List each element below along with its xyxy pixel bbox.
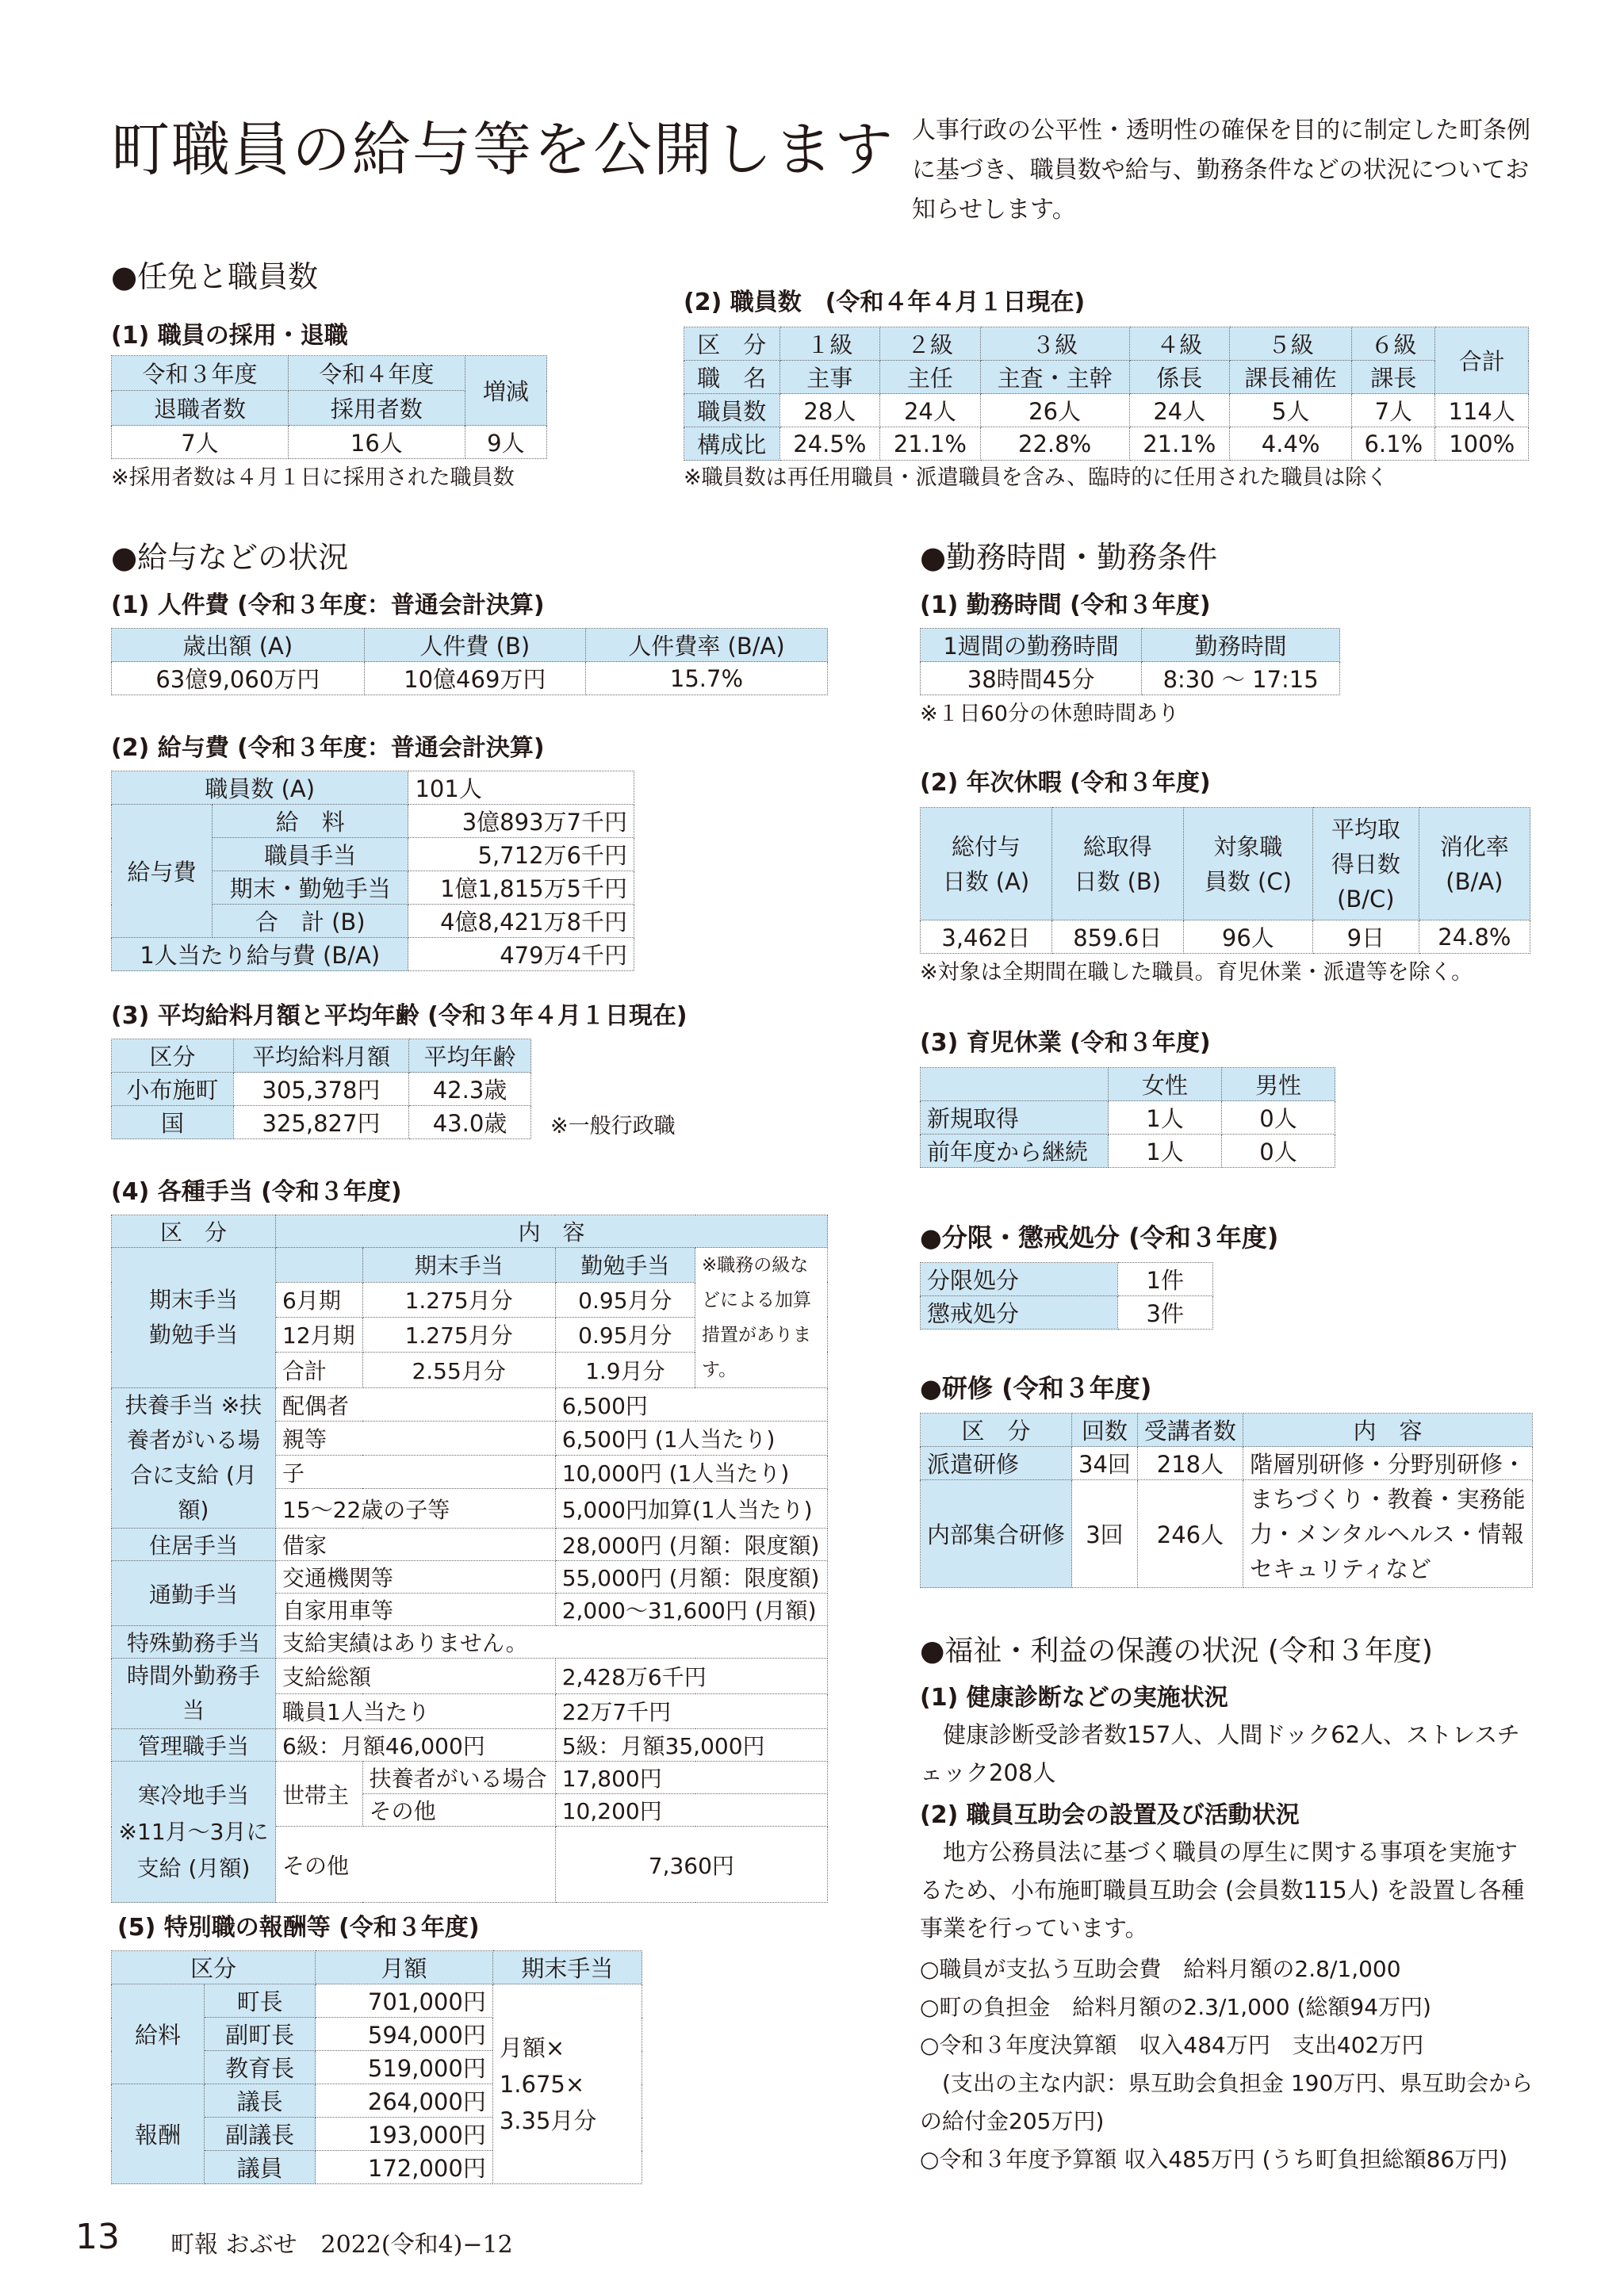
list-item: (支出の主な内訳：県互助会負担金 190万円、県互助会からの給付金205万円) bbox=[920, 2070, 1534, 2134]
heikin-h: 区分 bbox=[112, 1039, 234, 1073]
kenshu-table bbox=[920, 1413, 1533, 1588]
kyuka-v: 24.8% bbox=[1419, 920, 1530, 954]
list-item: ○町の負担金 給料月額の2.3/1,000 (総額94万円) bbox=[920, 1994, 1431, 2020]
tokubetsu-role: 議員 bbox=[205, 2151, 316, 2184]
heikin-cell: 42.3歳 bbox=[409, 1073, 531, 1106]
ratio-cell: 21.1% bbox=[880, 427, 981, 461]
title-cell: 課長補佐 bbox=[1230, 361, 1352, 394]
tokubetsu-kimatsu: 月額× 1.675× 3.35月分 bbox=[492, 1984, 642, 2184]
jikan-v: 38時間45分 bbox=[921, 662, 1142, 695]
kenshu-content: 階層別研修・分野別研修・ bbox=[1243, 1447, 1532, 1480]
kenshu-type: 派遣研修 bbox=[921, 1447, 1072, 1480]
kimatsu-period: 6月期 bbox=[276, 1282, 363, 1317]
kimatsu-note: ※職務の級などによる加算措置があります。 bbox=[695, 1248, 828, 1388]
bungen-val: 1件 bbox=[1117, 1263, 1212, 1296]
tokushu-label: 特殊勤務手当 bbox=[112, 1626, 276, 1659]
kimatsu-h: 期末手当 bbox=[362, 1248, 555, 1283]
saiyo-v2: 16人 bbox=[288, 426, 465, 459]
kenshu-type: 内部集合研修 bbox=[921, 1480, 1072, 1588]
grade-cell: ２級 bbox=[880, 327, 981, 361]
fukushi-items bbox=[920, 1950, 1538, 2179]
jikan-val: 2,428万6千円 bbox=[555, 1659, 827, 1694]
ratio-cell: 4.4% bbox=[1230, 427, 1352, 461]
fuyo-val: 6,500円 (1人当たり) bbox=[555, 1422, 827, 1455]
list-item: ○令和３年度決算額 収入484万円 支出402万円 bbox=[920, 2032, 1424, 2058]
kyuka-subheading: (2) 年次休暇 (令和３年度) bbox=[920, 769, 1211, 797]
ratio-label: 構成比 bbox=[684, 427, 780, 461]
fukushi-sub1: (1) 健康診断などの実施状況 bbox=[920, 1684, 1228, 1712]
kyuka-v: 96人 bbox=[1183, 920, 1312, 954]
bungen-label: 懲戒処分 bbox=[921, 1296, 1118, 1330]
ikuji-h: 女性 bbox=[1109, 1068, 1222, 1101]
jikan-v: 8:30 ～ 17:15 bbox=[1142, 662, 1340, 695]
fuyo-item: 親等 bbox=[276, 1422, 556, 1455]
kyuryo-label: 給料 bbox=[112, 1984, 205, 2084]
kyuyohi-row-val: 4億8,421万8千円 bbox=[408, 905, 634, 938]
heikin-cell: 43.0歳 bbox=[409, 1106, 531, 1139]
kyuyohi-row-label: 給 料 bbox=[213, 805, 408, 838]
jikan-label: 時間外勤務手当 bbox=[112, 1659, 276, 1729]
kanrei-label: 寒冷地手当 ※11月～3月に支給 (月額) bbox=[112, 1762, 276, 1903]
saiyo-h2: 令和４年度 bbox=[288, 356, 465, 391]
tokubetsu-subheading: (5) 特別職の報酬等 (令和３年度) bbox=[117, 1914, 480, 1942]
kyuyohi-subheading: (2) 給与費 (令和３年度：普通会計決算) bbox=[111, 734, 545, 762]
tokubetsu-amount: 264,000円 bbox=[316, 2084, 493, 2118]
kenshu-cell: 218人 bbox=[1137, 1447, 1243, 1480]
jikan-note: ※１日60分の休憩時間あり bbox=[920, 702, 1179, 726]
tokubetsu-role: 副議長 bbox=[205, 2118, 316, 2151]
sonota-val: 7,360円 bbox=[555, 1827, 827, 1903]
tsukin-item: 自家用車等 bbox=[276, 1594, 556, 1626]
saiyo-h2b: 採用者数 bbox=[288, 391, 465, 426]
shokuin-note: ※職員数は再任用職員・派遣職員を含み、臨時的に任用された職員は除く bbox=[684, 465, 1388, 490]
jinken-h: 人件費率 (B/A) bbox=[585, 629, 827, 662]
saiyo-h1: 令和３年度 bbox=[112, 356, 289, 391]
fuyo-item: 配偶者 bbox=[276, 1388, 556, 1422]
kenshu-h: 内 容 bbox=[1243, 1414, 1532, 1447]
kanrei-item: その他 bbox=[362, 1794, 555, 1827]
saiyo-v3: 9人 bbox=[465, 426, 546, 459]
jinken-h: 歳出額 (A) bbox=[112, 629, 365, 662]
section-heading-bungen: ●分限・懲戒処分 (令和３年度) bbox=[920, 1223, 1279, 1253]
kenshu-cell: 3回 bbox=[1072, 1480, 1138, 1588]
kimatsu-cell: 1.275月分 bbox=[362, 1282, 555, 1317]
count-cell: 24人 bbox=[880, 394, 981, 427]
kyuka-h: 平均取 得日数 (B/C) bbox=[1313, 808, 1419, 920]
magazine-name: 町報 おぶせ 2022(令和4)−12 bbox=[170, 2231, 513, 2259]
ikuji-row-label: 前年度から継続 bbox=[921, 1135, 1109, 1168]
jikan-table bbox=[920, 628, 1340, 695]
fuyo-label: 扶養手当 ※扶養者がいる場合に支給 (月額) bbox=[112, 1388, 276, 1529]
jinken-table bbox=[111, 628, 828, 695]
tokubetsu-amount: 519,000円 bbox=[316, 2051, 493, 2084]
page-title: 町職員の給与等を公開します bbox=[111, 116, 894, 184]
list-item: ○令和３年度予算額 収入485万円 (うち町負担総額86万円) bbox=[920, 2146, 1508, 2172]
heikin-table bbox=[111, 1039, 531, 1139]
kanrei-val: 17,800円 bbox=[555, 1762, 827, 1794]
fuyo-val: 10,000円 (1人当たり) bbox=[555, 1455, 827, 1488]
heikin-note: ※一般行政職 bbox=[550, 1114, 676, 1138]
heikin-h: 平均給料月額 bbox=[233, 1039, 408, 1073]
teate-h-naiyo: 内 容 bbox=[276, 1215, 828, 1248]
count-cell: 5人 bbox=[1230, 394, 1352, 427]
ikuji-cell: 1人 bbox=[1109, 1101, 1222, 1135]
kimatsu-h: 勤勉手当 bbox=[555, 1248, 695, 1283]
count-cell: 7人 bbox=[1352, 394, 1435, 427]
ratio-cell: 21.1% bbox=[1129, 427, 1230, 461]
kimatsu-cell: 0.95月分 bbox=[555, 1282, 695, 1317]
tokubetsu-role: 副町長 bbox=[205, 2018, 316, 2051]
jinken-h: 人件費 (B) bbox=[364, 629, 585, 662]
ikuji-h: 男性 bbox=[1222, 1068, 1335, 1101]
kimatsu-period: 12月期 bbox=[276, 1317, 363, 1352]
kyuyohi-per-val: 479万4千円 bbox=[408, 938, 634, 971]
kyuyohi-table bbox=[111, 771, 634, 971]
kyuka-note: ※対象は全期間在職した職員。育児休業・派遣等を除く。 bbox=[920, 960, 1473, 985]
ikuji-table bbox=[920, 1067, 1335, 1168]
total-label: 合計 bbox=[1435, 327, 1529, 394]
teate-subheading: (4) 各種手当 (令和３年度) bbox=[111, 1178, 402, 1206]
heikin-row-label: 国 bbox=[112, 1106, 234, 1139]
saiyo-subheading: (1) 職員の採用・退職 bbox=[111, 322, 348, 350]
kyuyohi-shokuin-label: 職員数 (A) bbox=[112, 771, 408, 805]
jinken-v: 10億469万円 bbox=[364, 662, 585, 695]
tokubetsu-amount: 594,000円 bbox=[316, 2018, 493, 2051]
kyuka-table bbox=[920, 807, 1530, 954]
heikin-subheading: (3) 平均給料月額と平均年齢 (令和３年４月１日現在) bbox=[111, 1002, 688, 1030]
kyuka-v: 9日 bbox=[1313, 920, 1419, 954]
tokubetsu-role: 町長 bbox=[205, 1984, 316, 2018]
count-cell: 26人 bbox=[980, 394, 1129, 427]
ikuji-cell: 0人 bbox=[1222, 1101, 1335, 1135]
kyuyohi-row-label: 職員手当 bbox=[213, 838, 408, 871]
grade-cell: ６級 bbox=[1352, 327, 1435, 361]
count-cell: 24人 bbox=[1129, 394, 1230, 427]
page-number: 13 bbox=[75, 2217, 120, 2257]
kimatsu-cell: 0.95月分 bbox=[555, 1317, 695, 1352]
total-count: 114人 bbox=[1435, 394, 1529, 427]
saiyo-note: ※採用者数は４月１日に採用された職員数 bbox=[111, 465, 515, 490]
title-cell: 主査・主幹 bbox=[980, 361, 1129, 394]
kyuyohi-row-val: 3億893万7千円 bbox=[408, 805, 634, 838]
kyuka-h: 総付与 日数 (A) bbox=[921, 808, 1052, 920]
heikin-row-label: 小布施町 bbox=[112, 1073, 234, 1106]
kyuyohi-row-val: 1億1,815万5千円 bbox=[408, 871, 634, 905]
total-ratio: 100% bbox=[1435, 427, 1529, 461]
count-label: 職員数 bbox=[684, 394, 780, 427]
jinken-subheading: (1) 人件費 (令和３年度：普通会計決算) bbox=[111, 591, 545, 619]
heikin-cell: 305,378円 bbox=[233, 1073, 408, 1106]
kimatsu-cell: 2.55月分 bbox=[362, 1352, 555, 1387]
kyuka-v: 3,462日 bbox=[921, 920, 1052, 954]
jikan-subheading: (1) 勤務時間 (令和３年度) bbox=[920, 591, 1211, 619]
section-heading-kenshu: ●研修 (令和３年度) bbox=[920, 1373, 1152, 1403]
setai-label: 世帯主 bbox=[276, 1762, 363, 1827]
jukyo-label: 住居手当 bbox=[112, 1529, 276, 1561]
bungen-table bbox=[920, 1262, 1213, 1330]
saiyo-h3: 増減 bbox=[465, 356, 546, 426]
kenshu-h: 回数 bbox=[1072, 1414, 1138, 1447]
shokuin-table bbox=[684, 327, 1529, 461]
tokubetsu-role: 教育長 bbox=[205, 2051, 316, 2084]
section-heading-fukushi: ●福祉・利益の保護の状況 (令和３年度) bbox=[920, 1635, 1433, 1667]
fukushi-sub2: (2) 職員互助会の設置及び活動状況 bbox=[920, 1801, 1300, 1829]
tokubetsu-amount: 172,000円 bbox=[316, 2151, 493, 2184]
grade-cell: ４級 bbox=[1129, 327, 1230, 361]
section-heading-kinmu: ●勤務時間・勤務条件 bbox=[920, 540, 1218, 575]
kyuyohi-per-label: 1人当たり給与費 (B/A) bbox=[112, 938, 408, 971]
kenshu-cell: 34回 bbox=[1072, 1447, 1138, 1480]
jinken-v: 63億9,060万円 bbox=[112, 662, 365, 695]
ikuji-cell: 0人 bbox=[1222, 1135, 1335, 1168]
shokumei-label: 職 名 bbox=[684, 361, 780, 394]
tsukin-val: 55,000円 (月額：限度額) bbox=[555, 1561, 827, 1594]
kenshu-h: 受講者数 bbox=[1137, 1414, 1243, 1447]
section-heading-kyuyo: ●給与などの状況 bbox=[111, 540, 349, 575]
jukyo-val: 28,000円 (月額：限度額) bbox=[555, 1529, 827, 1561]
fukushi-p2: 地方公務員法に基づく職員の厚生に関する事項を実施するため、小布施町職員互助会 (会員数115人) を設置し各種事業を行っています。 bbox=[920, 1839, 1525, 1942]
kyuyohi-shokuin-val: 101人 bbox=[408, 771, 634, 805]
ikuji-cell: 1人 bbox=[1109, 1135, 1222, 1168]
kanri-a: 6級：月額46,000円 bbox=[276, 1729, 556, 1762]
fuyo-item: 15～22歳の子等 bbox=[276, 1489, 556, 1529]
kimatsu-cell: 1.275月分 bbox=[362, 1317, 555, 1352]
kenshu-content: まちづくり・教養・実務能力・メンタルヘルス・情報セキュリティなど bbox=[1243, 1480, 1532, 1588]
teate-table bbox=[111, 1215, 828, 1903]
tokushu-val: 支給実績はありません。 bbox=[276, 1626, 828, 1659]
bungen-val: 3件 bbox=[1117, 1296, 1212, 1330]
jikan-h: 勤務時間 bbox=[1142, 629, 1340, 662]
title-cell: 主事 bbox=[779, 361, 880, 394]
jikan-val: 22万7千円 bbox=[555, 1693, 827, 1729]
jikan-h: 1週間の勤務時間 bbox=[921, 629, 1142, 662]
grade-cell: ３級 bbox=[980, 327, 1129, 361]
intro-text: 人事行政の公平性・透明性の確保を目的に制定した町条例に基づき、職員数や給与、勤務条件などの状況についてお知らせします。 bbox=[912, 117, 1530, 224]
title-cell: 課長 bbox=[1352, 361, 1435, 394]
sonota-label: その他 bbox=[276, 1827, 556, 1903]
heikin-cell: 325,827円 bbox=[233, 1106, 408, 1139]
ikuji-subheading: (3) 育児休業 (令和３年度) bbox=[920, 1029, 1211, 1057]
tokubetsu-h: 区分 bbox=[112, 1951, 316, 1984]
tsukin-item: 交通機関等 bbox=[276, 1561, 556, 1594]
jinken-v: 15.7% bbox=[585, 662, 827, 695]
kyuka-h: 対象職 員数 (C) bbox=[1183, 808, 1312, 920]
fuyo-val: 5,000円加算(1人当たり) bbox=[555, 1489, 827, 1529]
jukyo-item: 借家 bbox=[276, 1529, 556, 1561]
section-heading-ninmen: ●任免と職員数 bbox=[111, 259, 319, 294]
grade-cell: ５級 bbox=[1230, 327, 1352, 361]
kyuyohi-group-label: 給与費 bbox=[112, 805, 213, 938]
heikin-h: 平均年齢 bbox=[409, 1039, 531, 1073]
kyuka-h: 総取得 日数 (B) bbox=[1051, 808, 1183, 920]
fuyo-val: 6,500円 bbox=[555, 1388, 827, 1422]
saiyo-v1: 7人 bbox=[112, 426, 289, 459]
tokubetsu-amount: 701,000円 bbox=[316, 1984, 493, 2018]
hoshu-label: 報酬 bbox=[112, 2084, 205, 2184]
kyuyohi-row-label: 期末・勤勉手当 bbox=[213, 871, 408, 905]
kanrei-item: 扶養者がいる場合 bbox=[362, 1762, 555, 1794]
saiyo-h1b: 退職者数 bbox=[112, 391, 289, 426]
bungen-label: 分限処分 bbox=[921, 1263, 1118, 1296]
kyuyohi-row-val: 5,712万6千円 bbox=[408, 838, 634, 871]
kimatsu-period: 合計 bbox=[276, 1352, 363, 1387]
kyuka-v: 859.6日 bbox=[1051, 920, 1183, 954]
list-item: ○職員が支払う互助会費 給料月額の2.8/1,000 bbox=[920, 1956, 1401, 1982]
kyuka-h: 消化率 (B/A) bbox=[1419, 808, 1530, 920]
jikan-item: 職員1人当たり bbox=[276, 1693, 556, 1729]
tokubetsu-role: 議長 bbox=[205, 2084, 316, 2118]
grade-cell: １級 bbox=[779, 327, 880, 361]
ratio-cell: 24.5% bbox=[779, 427, 880, 461]
title-cell: 係長 bbox=[1129, 361, 1230, 394]
shokuin-subheading: (2) 職員数 (令和４年４月１日現在) bbox=[684, 289, 1086, 316]
tokubetsu-h: 月額 bbox=[316, 1951, 493, 1984]
fuyo-item: 子 bbox=[276, 1455, 556, 1488]
tsukin-label: 通勤手当 bbox=[112, 1561, 276, 1626]
tokubetsu-table bbox=[111, 1950, 642, 2184]
kanri-label: 管理職手当 bbox=[112, 1729, 276, 1762]
tokubetsu-h: 期末手当 bbox=[492, 1951, 642, 1984]
kyuyohi-row-label: 合 計 (B) bbox=[213, 905, 408, 938]
tokubetsu-amount: 193,000円 bbox=[316, 2118, 493, 2151]
count-cell: 28人 bbox=[779, 394, 880, 427]
title-cell: 主任 bbox=[880, 361, 981, 394]
ikuji-row-label: 新規取得 bbox=[921, 1101, 1109, 1135]
kanri-b: 5級：月額35,000円 bbox=[555, 1729, 827, 1762]
kanrei-val: 10,200円 bbox=[555, 1794, 827, 1827]
ratio-cell: 6.1% bbox=[1352, 427, 1435, 461]
ratio-cell: 22.8% bbox=[980, 427, 1129, 461]
kimatsu-label: 期末手当 勤勉手当 bbox=[112, 1248, 276, 1388]
shokuin-kubun-label: 区 分 bbox=[684, 327, 780, 361]
fukushi-p1: 健康診断受診者数157人、人間ドック62人、ストレスチェック208人 bbox=[920, 1721, 1520, 1786]
teate-h-kubun: 区 分 bbox=[112, 1215, 276, 1248]
kenshu-h: 区 分 bbox=[921, 1414, 1072, 1447]
saiyo-table bbox=[111, 355, 547, 459]
tsukin-val: 2,000～31,600円 (月額) bbox=[555, 1594, 827, 1626]
jikan-item: 支給総額 bbox=[276, 1659, 556, 1694]
kenshu-cell: 246人 bbox=[1137, 1480, 1243, 1588]
kimatsu-cell: 1.9月分 bbox=[555, 1352, 695, 1387]
